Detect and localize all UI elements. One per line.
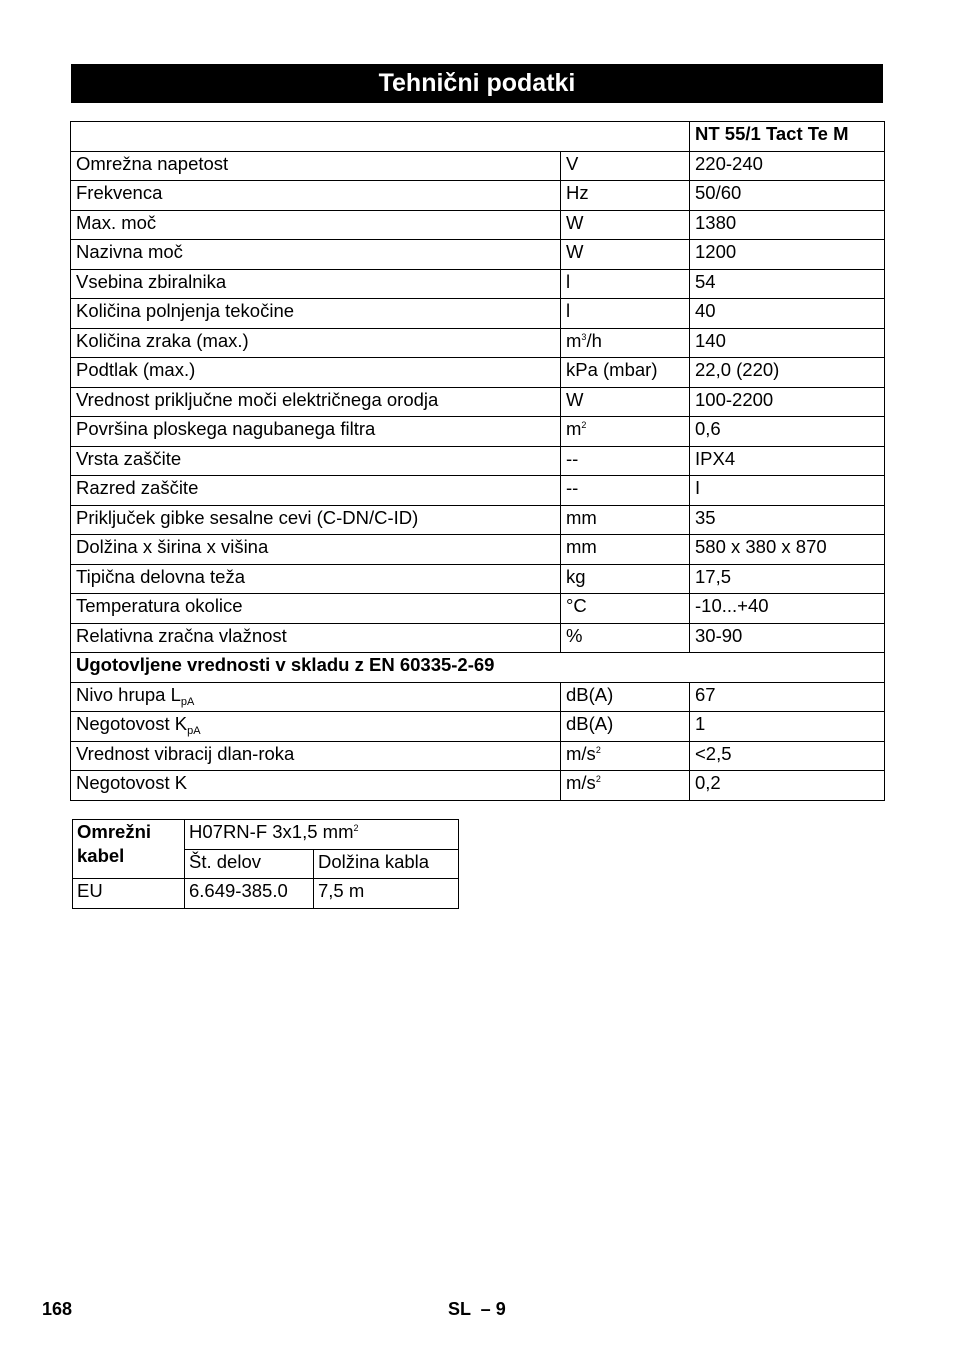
row-unit [561,564,690,594]
row-value: -10...+40 [690,594,885,624]
row-unit-text: V [566,152,579,174]
table-row [71,623,885,653]
row-unit [561,387,690,417]
row-label-text: Vrsta zaščite [76,447,182,469]
cable-col-part: Št. delov [185,849,314,879]
row-label [71,358,561,388]
row-unit [561,417,690,447]
row-value: 54 [690,269,885,299]
table-row [71,535,885,565]
model-name: NT 55/1 Tact Te M [690,122,885,152]
row-label [71,299,561,329]
row-value: 30-90 [690,623,885,653]
row-unit [561,505,690,535]
row-label [71,712,561,742]
row-unit-superscript: 2 [595,774,601,784]
row-label-text: Vrednost vibracij dlan-roka [76,742,295,764]
row-unit [561,240,690,270]
row-unit [561,741,690,771]
row-label [71,682,561,712]
row-unit-superscript: 2 [595,744,601,755]
section-page-text: SL – 9 [448,1299,506,1319]
row-unit-text: mm [566,536,597,557]
row-unit-suffix: /h [586,329,602,351]
table-row [71,446,885,476]
section-header-row [71,653,885,683]
row-value: 40 [690,299,885,329]
row-unit [561,269,690,299]
row-value: 1 [690,712,885,742]
row-label [71,771,561,801]
row-unit-text: % [566,624,583,646]
row-label [71,564,561,594]
row-unit-text: °C [566,595,587,616]
cable-type [185,820,459,850]
model-header-row [71,122,885,152]
row-unit [561,210,690,240]
row-label-text: Nazivna moč [76,241,183,262]
row-label-text: Negotovost K [76,713,188,734]
row-label-text: Max. moč [76,211,157,233]
row-value: 140 [690,328,885,358]
table-row [71,771,885,801]
row-value: 580 x 380 x 870 [690,535,885,565]
table-row [71,476,885,506]
row-label-subscript: pA [180,695,195,708]
row-value: <2,5 [690,741,885,771]
cable-table [72,819,459,909]
table-row [71,240,885,270]
page-number: 168 [42,1299,73,1319]
row-unit [561,623,690,653]
row-label [71,446,561,476]
table-row [71,505,885,535]
row-unit [561,358,690,388]
row-label-text: Frekvenca [76,182,163,203]
row-label-text: Vsebina zbiralnika [76,270,227,292]
empty-header-cell [71,122,690,152]
table-row [71,741,885,771]
cable-type-text: H07RN-F 3x1,5 mm [189,821,354,842]
row-label-text: Vrednost priključne moči električnega orodja [76,388,439,410]
row-unit-text: Hz [566,182,589,203]
row-label [71,535,561,565]
row-label [71,240,561,270]
page-title: Tehnični podatki [71,64,883,103]
table-row [71,328,885,358]
cable-part-no: 6.649-385.0 [185,879,314,909]
row-label-text: Količina zraka (max.) [76,329,249,351]
row-value: 1200 [690,240,885,270]
row-value: 50/60 [690,181,885,211]
row-label [71,417,561,447]
row-unit-superscript: 3 [581,331,587,342]
table-row [71,210,885,240]
row-unit [561,151,690,181]
row-unit-text: l [566,270,571,292]
spec-table [70,121,885,801]
row-unit-text: mm [566,506,597,528]
table-row [71,417,885,447]
section-header: Ugotovljene vrednosti v skladu z EN 60335-2-69 [71,653,885,683]
row-unit-text: m/s [566,772,596,793]
table-row [71,358,885,388]
row-unit-text: dB(A) [566,683,614,705]
row-unit-superscript: 2 [581,420,587,430]
row-label-text: Podtlak (max.) [76,359,196,380]
table-row [71,269,885,299]
row-unit-text: dB(A) [566,713,614,734]
row-label-text: Relativna zračna vlažnost [76,624,287,646]
row-label-text: Temperatura okolice [76,595,243,616]
row-unit-text: kg [566,565,586,587]
row-label-text: Omrežna napetost [76,152,229,174]
row-unit-text: m [566,329,582,351]
row-unit-text: m [566,418,582,439]
row-label-subscript: pA [187,725,201,737]
row-label [71,741,561,771]
row-value: 17,5 [690,564,885,594]
row-label-text: Priključek gibke sesalne cevi (C-DN/C-ID) [76,506,419,528]
row-unit [561,476,690,506]
row-value: 35 [690,505,885,535]
cable-type-sup: 2 [353,823,359,833]
row-value: 0,6 [690,417,885,447]
row-value: 22,0 (220) [690,358,885,388]
table-row [71,299,885,329]
row-label [71,269,561,299]
cable-region: EU [73,879,185,909]
row-label [71,151,561,181]
row-unit [561,181,690,211]
cable-col-length: Dolžina kabla [314,849,459,879]
row-value: 100-2200 [690,387,885,417]
table-row [71,564,885,594]
row-value: IPX4 [690,446,885,476]
section-page-label [448,1299,506,1320]
row-unit-text: m/s [566,742,596,764]
row-label [71,181,561,211]
row-unit [561,594,690,624]
row-label [71,476,561,506]
row-label [71,210,561,240]
row-unit [561,299,690,329]
row-label [71,623,561,653]
row-unit [561,535,690,565]
row-unit-text: W [566,211,584,233]
row-label-text: Negotovost K [76,772,188,793]
row-value: 0,2 [690,771,885,801]
row-unit [561,712,690,742]
row-unit [561,328,690,358]
row-label-text: Količina polnjenja tekočine [76,300,295,321]
row-unit [561,771,690,801]
cable-length: 7,5 m [314,879,459,909]
row-unit [561,446,690,476]
row-value: I [690,476,885,506]
row-value: 220-240 [690,151,885,181]
row-label-text: Dolžina x širina x višina [76,536,269,557]
row-value: 67 [690,682,885,712]
row-label-text: Nivo hrupa L [76,683,181,705]
table-row [71,712,885,742]
row-unit-text: kPa (mbar) [566,359,658,380]
row-value: 1380 [690,210,885,240]
row-label-text: Tipična delovna teža [76,565,246,587]
row-label [71,387,561,417]
row-label-text: Razred zaščite [76,477,199,498]
row-label [71,594,561,624]
table-row [71,682,885,712]
row-unit-text: -- [566,477,579,498]
row-unit [561,682,690,712]
table-row [71,387,885,417]
row-unit-text: W [566,388,584,410]
table-row [71,181,885,211]
row-label [71,328,561,358]
row-unit-text: -- [566,447,579,469]
row-unit-text: W [566,241,584,262]
table-row [71,151,885,181]
table-row [71,594,885,624]
cable-label: Omrežni kabel [73,820,185,879]
row-label-text: Površina ploskega nagubanega filtra [76,418,376,439]
row-label [71,505,561,535]
row-unit-text: l [566,300,571,321]
